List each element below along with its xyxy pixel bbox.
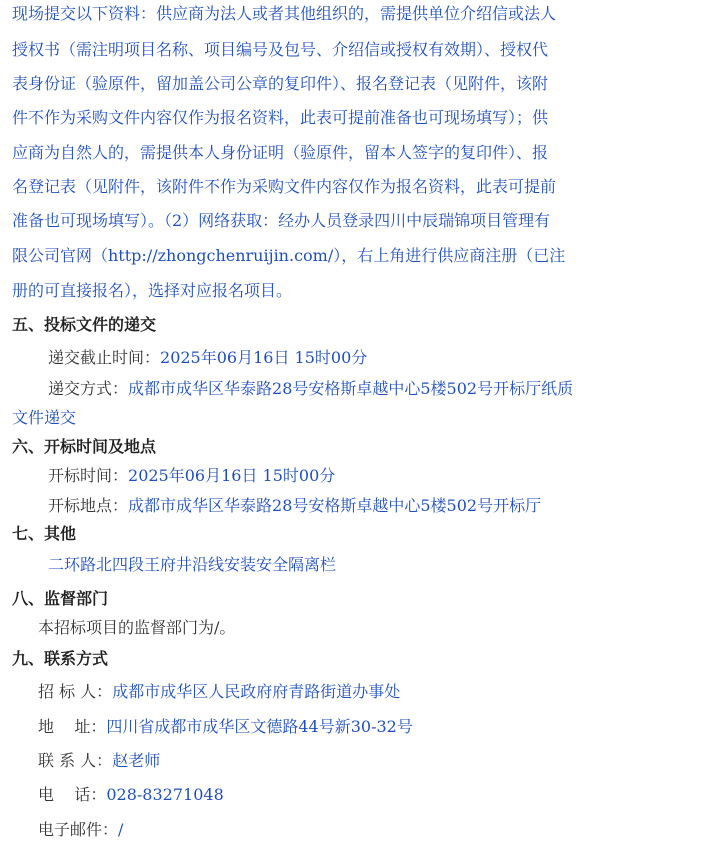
section-7-heading: 七、其他 [12,524,77,543]
section-9-heading: 九、联系方式 [12,649,109,668]
address-label: 地 址： [38,717,107,736]
section-6-heading: 六、开标时间及地点 [12,437,157,456]
intro-line-4: 件不作为采购文件内容仅作为报名资料，此表可提前准备也可现场填写）；供 [12,108,549,127]
supervision-text: 本招标项目的监督部门为/。 [38,618,236,637]
contact-value: 赵老师 [112,751,161,770]
email-value: / [118,820,124,839]
tenderer-row [38,682,400,702]
method-value-cont: 文件递交 [12,408,77,427]
intro-line-9: 册的可直接报名），选择对应报名项目。 [12,281,293,300]
open-place-value: 成都市成华区华泰路28号安格斯卓越中心5楼502号开标厅 [128,496,542,515]
intro-line-1: 现场提交以下资料：供应商为法人或者其他组织的，需提供单位介绍信或法人 [12,4,557,23]
intro-line-2: 授权书（需注明项目名称、项目编号及包号、介绍信或授权有效期）、授权代 [12,40,549,59]
intro-line-5: 应商为自然人的，需提供本人身份证明（验原件，留本人签字的复印件）、报 [12,143,549,162]
email-row [38,820,123,840]
open-place-row [48,496,541,516]
phone-label: 电 话： [38,785,107,804]
open-place-label: 开标地点： [48,496,129,515]
deadline-row [48,348,367,368]
section-8-heading: 八、监督部门 [12,589,109,608]
method-label: 递交方式： [48,379,129,398]
address-row [38,717,413,737]
contact-label: 联 系 人： [38,751,113,770]
email-label: 电子邮件： [38,820,119,839]
method-row [48,379,573,399]
intro-line-3: 表身份证（验原件，留加盖公司公章的复印件）、报名登记表（见附件，该附 [12,74,549,93]
open-time-row [48,466,335,486]
phone-value: 028-83271048 [106,785,224,804]
deadline-value: 2025年06月16日 15时00分 [160,348,368,367]
open-time-label: 开标时间： [48,466,129,485]
intro-line-7: 准备也可现场填写）。（2）网络获取：经办人员登录四川中辰瑞锦项目管理有 [12,211,551,230]
method-value: 成都市成华区华泰路28号安格斯卓越中心5楼502号开标厅纸质 [128,379,574,398]
deadline-label: 递交截止时间： [48,348,161,367]
tenderer-value: 成都市成华区人民政府府青路街道办事处 [112,682,401,701]
other-text: 二环路北四段王府井沿线安装安全隔离栏 [48,555,337,574]
address-value: 四川省成都市成华区文德路44号新30-32号 [106,717,413,736]
tenderer-label: 招 标 人： [38,682,113,701]
open-time-value: 2025年06月16日 15时00分 [128,466,336,485]
intro-line-6: 名登记表（见附件，该附件不作为采购文件内容仅作为报名资料，此表可提前 [12,177,557,196]
phone-row [38,785,224,805]
contact-row [38,751,160,771]
intro-line-8: 限公司官网（http://zhongchenruijin.com/），右上角进行供应商注册（已注 [12,246,566,265]
section-5-heading: 五、投标文件的递交 [12,315,157,334]
